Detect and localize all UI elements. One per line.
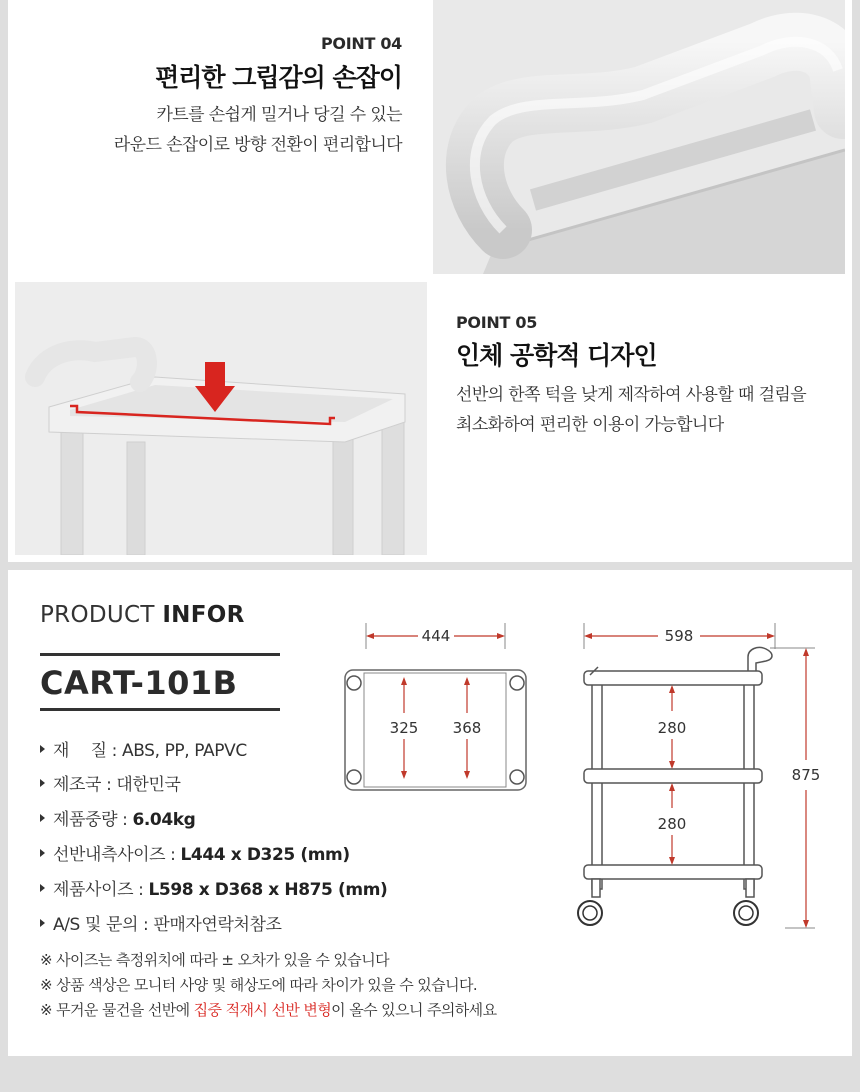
spec-label: 선반내측사이즈 : <box>53 845 181 865</box>
model-number: CART-101B <box>40 664 238 702</box>
product-info-title <box>40 602 245 628</box>
dim-side-height: 875 <box>791 766 821 784</box>
spec-shelf-inner-size <box>40 840 350 865</box>
bullet-triangle-icon <box>40 745 45 753</box>
spec-as-inquiry <box>40 910 282 935</box>
bullet-triangle-icon <box>40 779 45 787</box>
note-color-variance: ※ 상품 색상은 모니터 사양 및 해상도에 따라 차이가 있을 수 있습니다. <box>40 976 478 994</box>
point4-title: 편리한 그립감의 손잡이 <box>155 63 402 92</box>
note-load-post: 이 올수 있으니 주의하세요 <box>331 1001 497 1019</box>
spec-label: 제조국 : <box>53 775 117 795</box>
spec-value: 6.04kg <box>132 810 196 830</box>
model-bottom-rule <box>40 708 280 711</box>
spec-label: 재 질 : <box>53 741 122 761</box>
note-load-red: 집중 적재시 선반 변형 <box>193 1001 332 1019</box>
point4-desc-line2: 라운드 손잡이로 방향 전환이 편리합니다 <box>113 135 402 155</box>
top-view-diagram <box>330 615 540 800</box>
point5-desc-line2: 최소화하여 편리한 이용이 가능합니다 <box>456 415 724 435</box>
point4-label: POINT 04 <box>320 34 402 53</box>
model-top-rule <box>40 653 280 656</box>
bullet-triangle-icon <box>40 814 45 822</box>
left-wheel-icon <box>578 901 602 925</box>
handle-photo <box>433 0 845 274</box>
note-size-tolerance: ※ 사이즈는 측정위치에 따라 ± 오차가 있을 수 있습니다 <box>40 951 389 969</box>
spec-value: 판매자연락처참조 <box>153 915 282 935</box>
spec-label: 제품중량 : <box>53 810 133 830</box>
spec-value: L444 x D325 (mm) <box>180 845 350 865</box>
spec-value: 대한민국 <box>116 775 181 795</box>
right-wheel-icon <box>734 901 758 925</box>
dim-top-depth-inner: 325 <box>389 719 419 737</box>
shelf-lip-photo <box>15 282 427 555</box>
spec-product-size <box>40 875 387 900</box>
dim-side-width: 598 <box>664 627 694 645</box>
spec-label: A/S 및 문의 : <box>53 915 154 935</box>
dim-shelf-gap-1: 280 <box>657 719 687 737</box>
point4-desc-line1: 카트를 손쉽게 밀거나 당길 수 있는 <box>156 105 402 125</box>
bullet-triangle-icon <box>40 849 45 857</box>
note-load-pre: ※ 무거운 물건을 선반에 <box>40 1001 194 1019</box>
point5-title: 인체 공학적 디자인 <box>456 341 657 370</box>
spec-origin <box>40 770 181 795</box>
note-load-warning <box>40 999 496 1020</box>
spec-weight <box>40 805 195 830</box>
point5-desc-line1: 선반의 한쪽 턱을 낮게 제작하여 사용할 때 걸림을 <box>456 385 807 405</box>
side-view-diagram <box>570 615 840 940</box>
spec-value: ABS, PP, PAPVC <box>121 741 247 761</box>
handle-illustration <box>433 0 845 274</box>
dim-shelf-gap-2: 280 <box>657 815 687 833</box>
bullet-triangle-icon <box>40 919 45 927</box>
product-info-title-light: PRODUCT <box>40 602 163 628</box>
product-info-title-bold: INFOR <box>162 602 245 628</box>
spec-value: L598 x D368 x H875 (mm) <box>148 880 388 900</box>
bullet-triangle-icon <box>40 884 45 892</box>
dim-top-depth-outer: 368 <box>452 719 482 737</box>
spec-material <box>40 736 247 761</box>
dim-top-width: 444 <box>421 627 451 645</box>
point5-label: POINT 05 <box>456 313 538 332</box>
spec-label: 제품사이즈 : <box>53 880 149 900</box>
shelf-illustration <box>15 282 427 555</box>
